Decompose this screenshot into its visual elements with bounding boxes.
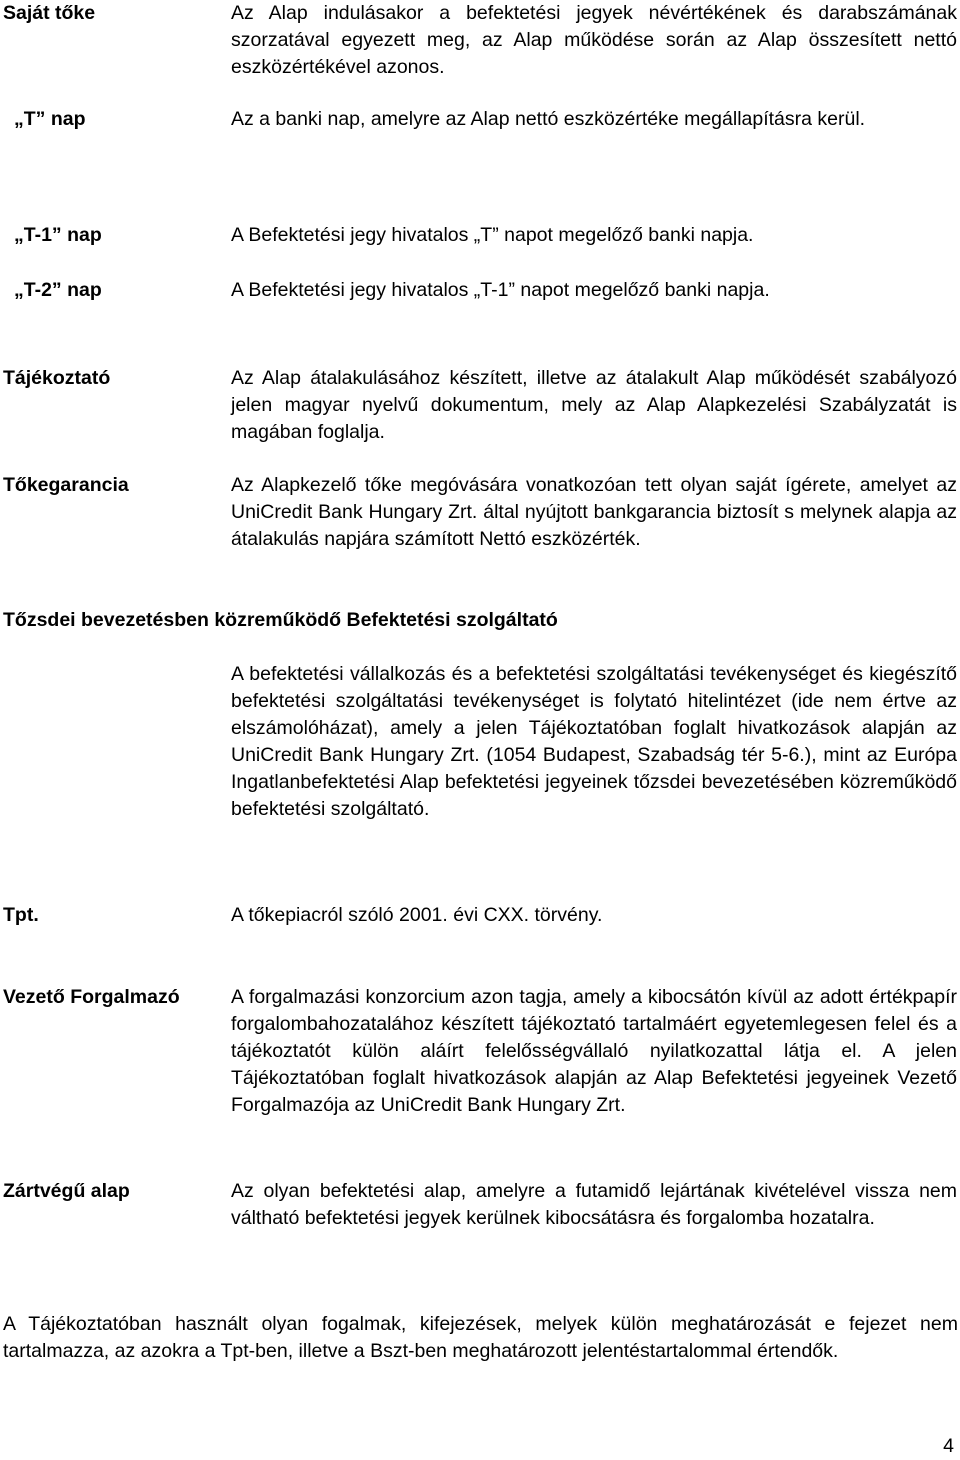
term-tpt: Tpt. bbox=[3, 904, 39, 926]
definition-zartvegu-alap: Az olyan befektetési alap, amelyre a futamidő lejártának kivételével vissza nem váltható befektetési jegyek kerülnek kibocsátásra és forgalomba hozatalra. bbox=[231, 1180, 957, 1229]
definition-tajekoztato: Az Alap átalakulásához készített, illetve az átalakult Alap működését szabályozó jelen magyar nyelvű dokumentum, mely az Alap Alapkezelési Szabályzatát is magában foglalja. bbox=[231, 367, 957, 443]
term-vezeto-forgalmazo: Vezető Forgalmazó bbox=[3, 986, 180, 1008]
term-tajekoztato: Tájékoztató bbox=[3, 367, 111, 389]
definition-t-1-nap: A Befektetési jegy hivatalos „T” napot megelőző banki napja. bbox=[231, 224, 754, 246]
term-tokegarancia: Tőkegarancia bbox=[3, 474, 129, 496]
definition-t-nap: Az a banki nap, amelyre az Alap nettó eszközértéke megállapításra kerül. bbox=[231, 108, 866, 130]
term-sajat-toke: Saját tőke bbox=[3, 2, 96, 24]
page-number: 4 bbox=[943, 1435, 954, 1457]
term-t-2-nap: „T-2” nap bbox=[14, 279, 102, 301]
definition-tokegarancia: Az Alapkezelő tőke megóvására vonatkozóan tett olyan saját ígérete, amelyet az UniCredit Bank Hungary Zrt. által nyújtott bankgarancia biztosít s melynek alapja az átalakulás napjára számított Nettó eszközérték. bbox=[231, 474, 957, 550]
definition-vezeto-forgalmazo: A forgalmazási konzorcium azon tagja, amely a kibocsátón kívül az adott értékpapír forgalombahozatalához készített tájékoztató tartalmáért egyetemlegesen felel és a tájékoztatót külön aláírt felelősségvállaló nyilatkozattal látja el. A jelen Tájékoztatóban foglalt hivatkozások alapján az Alap Befektetési jegyeinek Vezető Forgalmazója az UniCredit Bank Hungary Zrt. bbox=[231, 986, 957, 1116]
definition-t-2-nap: A Befektetési jegy hivatalos „T-1” napot megelőző banki napja. bbox=[231, 279, 770, 301]
term-zartvegu-alap: Zártvégű alap bbox=[3, 1180, 130, 1202]
term-t-nap: „T” nap bbox=[14, 108, 86, 130]
definition-tpt: A tőkepiacról szóló 2001. évi CXX. törvény. bbox=[231, 904, 603, 926]
term-t-1-nap: „T-1” nap bbox=[14, 224, 102, 246]
definition-sajat-toke: Az Alap indulásakor a befektetési jegyek névértékének és darabszámának szorzatával egyezett meg, az Alap működése során az Alap összesített nettó eszközértékével azonos. bbox=[231, 2, 957, 78]
term-tozsdei-bevezetes-szolgaltato: Tőzsdei bevezetésben közreműködő Befektetési szolgáltató bbox=[3, 609, 558, 631]
closing-note: A Tájékoztatóban használt olyan fogalmak, kifejezések, melyek külön meghatározását e fejezet nem tartalmazza, az azokra a Tpt-ben, illetve a Bszt-ben meghatározott jelentéstartalommal értendők. bbox=[3, 1313, 958, 1362]
definition-tozsdei-bevezetes-szolgaltato: A befektetési vállalkozás és a befektetési szolgáltatási tevékenységet és kiegészítő befektetési szolgáltatási tevékenységet is folytató hitelintézet (ide nem értve az elszámolóházat), amely a jelen Tájékoztatóban foglalt hivatkozások alapján az UniCredit Bank Hungary Zrt. (1054 Budapest, Szabadság tér 5-6.), mint az Európa Ingatlanbefektetési Alap befektetési jegyeinek tőzsdei bevezetésében közreműködő befektetési szolgáltató. bbox=[231, 663, 957, 820]
